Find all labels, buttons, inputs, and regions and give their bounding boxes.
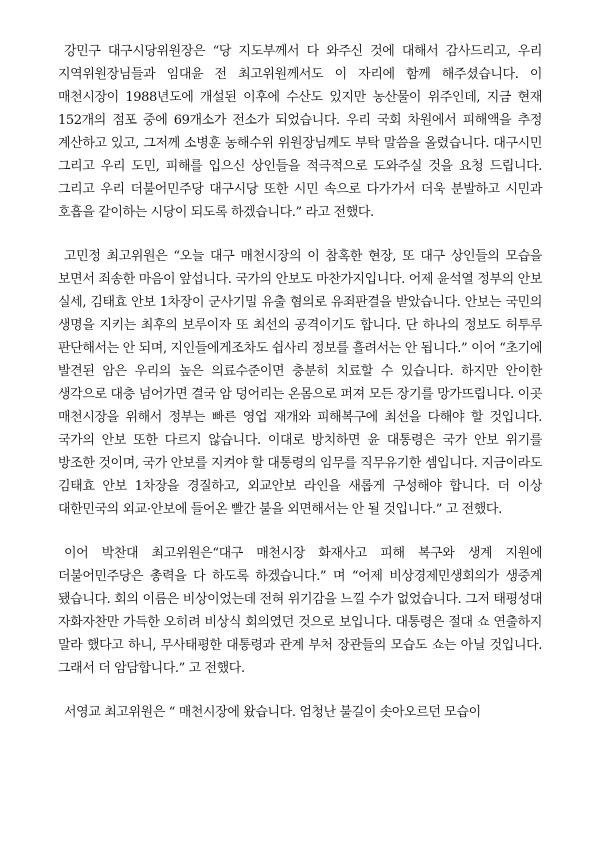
paragraph-park-chandae-statement: 이어 박찬대 최고위원은“대구 매천시장 화재사고 피해 복구와 생계 지원에 더불어민주당은 총력을 다 하도록 하겠습니다.” 며 “어제 비상경제민생회의가 생중계 됐습니다. 회의 이름은 비상이었는데 전혀 위기감을 느낄 수가 없었습니다. 그저 태평성대 자화자찬만 가득한 오히려 비상식 회의였던 것으로 보입니다. 대통령은 절대 쇼 연출하지 말라 했다고 하니, 무사태평한 대통령과 관계 부처 장관들의 모습도 쇼는 아닐 것입니다. 그래서 더 암담합니다.” 고 전했다.	[58, 546, 542, 676]
paragraph-ko-minjung-statement: 고민정 최고위원은 “오늘 대구 매천시장의 이 참혹한 현장, 또 대구 상인들의 모습을 보면서 죄송한 마음이 앞섭니다. 국가의 안보도 마찬가지입니다. 어제 윤석열 정부의 안보 실세, 김태효 안보 1차장이 군사기밀 유출 혐의로 유죄판결을 받았습니다. 안보는 국민의 생명을 지키는 최후의 보루이자 또 최선의 공격이기도 합니다. 단 하나의 정보도 허투루 판단해서는 안 되며, 지인들에게조차도 쉽사리 정보를 흘려서는 안 됩니다.” 이어 “초기에 발견된 암은 우리의 높은 의료수준이면 충분히 치료할 수 있습니다. 하지만 안이한 생각으로 대충 넘어가면 결국 암 덩어리는 온몸으로 퍼져 모든 장기를 망가뜨립니다. 이곳 매천시장을 위해서 정부는 빠른 영업 재개와 피해복구에 최선을 다해야 할 것입니다. 국가의 안보 또한 다르지 않습니다. 이대로 방치하면 윤 대통령은 국가 안보 위기를 방조한 것이며, 국가 안보를 지켜야 할 대통령의 임무를 직무유기한 셈입니다. 지금이라도 김태효 안보 1차장을 경질하고, 외교안보 라인을 새롭게 구성해야 합니다. 더 이상 대한민국의 외교·안보에 들어온 빨간 불을 외면해서는 안 될 것입니다.” 고 전했다.	[58, 249, 542, 517]
paragraph-seo-youngkyo-statement: 서영교 최고위원은 “ 매천시장에 왔습니다. 엄청난 불길이 솟아오르던 모습이	[64, 705, 481, 720]
document-page	[58, 40, 542, 724]
paragraph-kang-mingu-statement: 강민구 대구시당위원장은 “당 지도부께서 다 와주신 것에 대해서 감사드리고, 우리 지역위원장님들과 임대윤 전 최고위원께서도 이 자리에 함께 해주셨습니다. 이 매천시장이 1988년도에 개설된 이후에 수산도 있지만 농산물이 위주인데, 지금 현재 152개의 점포 중에 69개소가 전소가 되었습니다. 우리 국회 차원에서 피해액을 추정 계산하고 있고, 그저께 소병훈 농해수위 위원장님께도 부탁 말씀을 올렸습니다. 대구시민 그리고 우리 도민, 피해를 입으신 상인들을 적극적으로 도와주실 것을 요청 드립니다. 그리고 우리 더불어민주당 대구시당 또한 시민 속으로 다가가서 더욱 분발하고 시민과 호흡을 같이하는 시당이 되도록 하겠습니다.” 라고 전했다.	[58, 44, 542, 220]
